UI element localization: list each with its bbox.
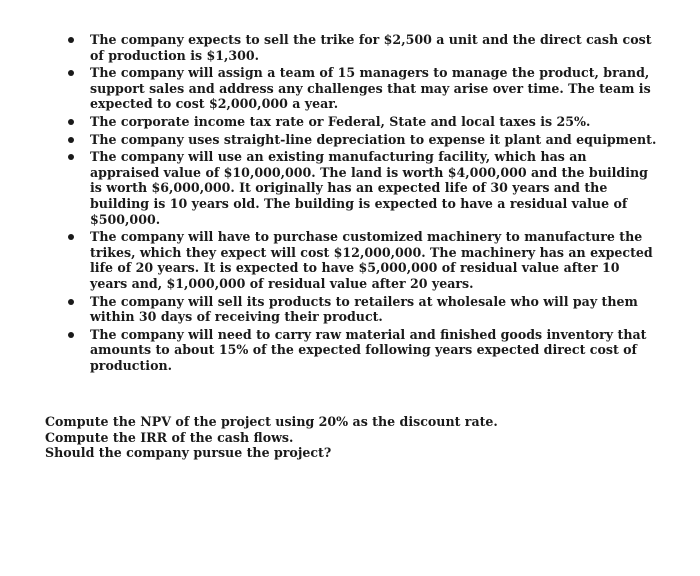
list-item-text: The company will sell its products to retailers at wholesale who will pay them within 30 days of receiving their product. [90,293,638,325]
bullet-icon [68,299,74,305]
list-item [68,294,658,325]
bullet-icon [68,37,74,43]
list-item-text: The corporate income tax rate or Federal, State and local taxes is 25%. [90,113,591,129]
assumptions-list [68,32,658,375]
list-item-text: The company will have to purchase customized machinery to manufacture the trikes, which they expect will cost $12,000,000. The machinery has an expected life of 20 years. It is expected to have $5,000,000 of residual value after 10 years and, $1,000,000 of residual value after 20 years. [90,229,653,291]
bullet-icon [68,154,74,160]
list-item [68,132,658,148]
list-item-text: The company uses straight-line depreciation to expense it plant and equipment. [90,131,657,147]
question-pursue: Should the company pursue the project? [45,445,332,461]
bullet-icon [68,70,74,76]
question-npv: Compute the NPV of the project using 20% as the discount rate. [45,414,498,429]
questions-block [45,414,645,461]
list-item [68,229,658,291]
bullet-icon [68,234,74,240]
list-item-text: The company will use an existing manufacturing facility, which has an appraised value of $10,000,000. The land is worth $4,000,000 and the building is worth $6,000,000. It originally has an expected life of 30 years and the building is 10 years old. The building is expected to have a residual value of $500,000. [90,149,648,227]
list-item [68,327,658,374]
list-item-text: The company will need to carry raw material and finished goods inventory that amounts to about 15% of the expected following years expected direct cost of production. [90,326,647,373]
question-irr: Compute the IRR of the cash flows. [45,429,294,445]
bullet-icon [68,119,74,125]
list-item [68,65,658,112]
bullet-icon [68,332,74,338]
list-item [68,149,658,227]
list-item-text: The company expects to sell the trike for $2,500 a unit and the direct cash cost of production is $1,300. [90,32,652,63]
list-item [68,114,658,130]
bullet-icon [68,137,74,143]
list-item-text: The company will assign a team of 15 managers to manage the product, brand, support sales and address any challenges that may arise over time. The team is expected to cost $2,000,000 a year. [90,65,651,112]
list-item [68,32,658,63]
